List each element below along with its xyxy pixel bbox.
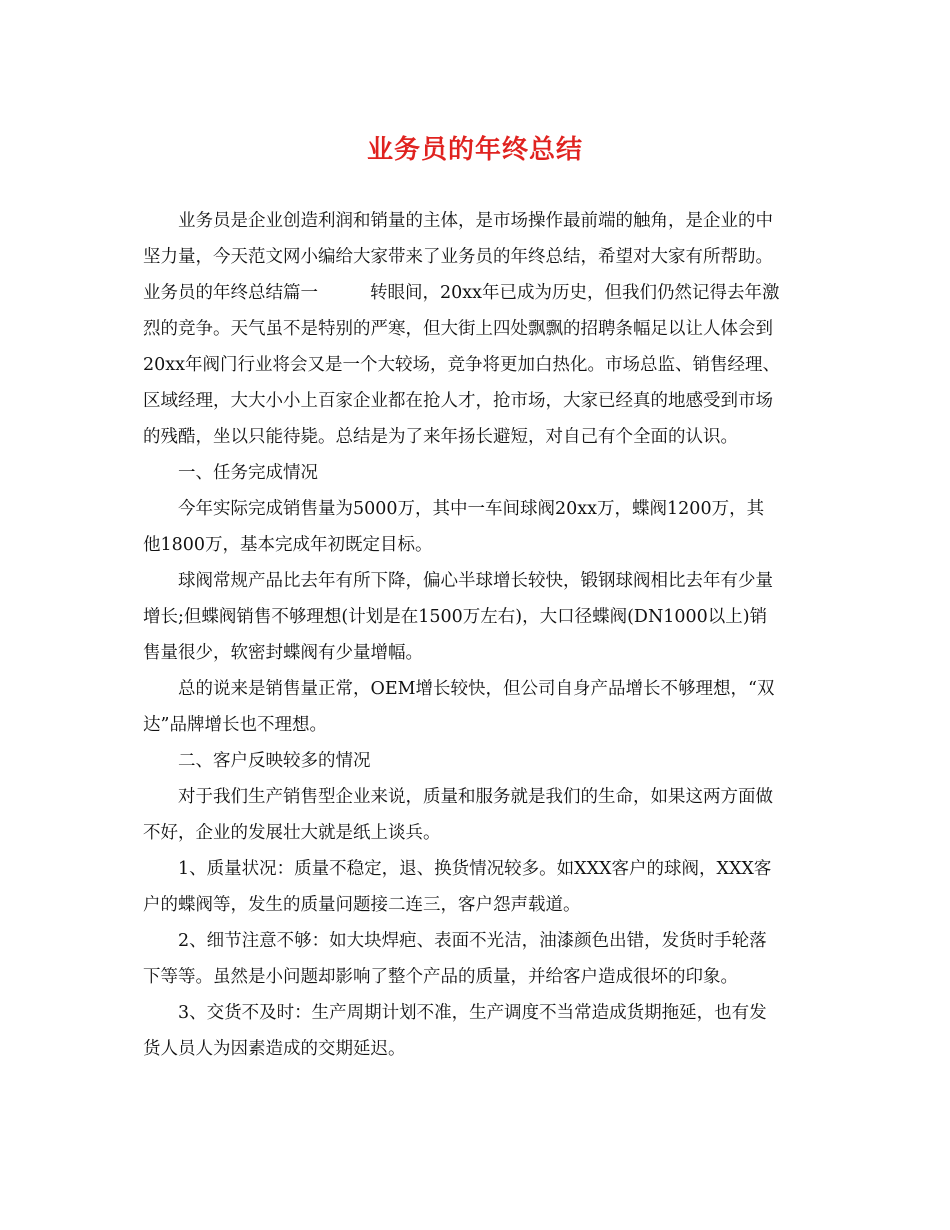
- paragraph-line: 他1800万，基本完成年初既定目标。: [143, 535, 433, 555]
- document-title: 业务员的年终总结: [366, 135, 583, 165]
- paragraph-line: 售量很少，软密封蝶阀有少量增幅。: [143, 643, 423, 663]
- paragraph-line: 总的说来是销售量正常，OEM增长较快，但公司自身产品增长不够理想，“双: [178, 679, 775, 699]
- paragraph-line: 货人员人为因素造成的交期延迟。: [143, 1039, 406, 1059]
- paragraph-line: 坚力量，今天范文网小编给大家带来了业务员的年终总结，希望对大家有所帮助。: [143, 247, 773, 267]
- paragraph-line: 业务员是企业创造利润和销量的主体，是市场操作最前端的触角，是企业的中: [178, 211, 773, 231]
- paragraph-text: 转眼间，20xx年已成为历史，但我们仍然记得去年激: [370, 283, 780, 303]
- paragraph-line: [143, 275, 813, 311]
- paragraph-line: 不好，企业的发展壮大就是纸上谈兵。: [143, 823, 441, 843]
- paragraph-line: 今年实际完成销售量为5000万，其中一车间球阀20xx万，蝶阀1200万，其: [178, 499, 765, 519]
- paragraph-line: 烈的竞争。天气虽不是特别的严寒，但大街上四处飘飘的招聘条幅足以让人体会到: [143, 319, 773, 339]
- paragraph-line: 3、交货不及时：生产周期计划不准，生产调度不当常造成货期拖延，也有发: [178, 1003, 767, 1023]
- paragraph-line: 球阀常规产品比去年有所下降，偏心半球增长较快，锻钢球阀相比去年有少量: [178, 571, 773, 591]
- paragraph-line: 增长;但蝶阀销售不够理想(计划是在1500万左右)，大口径蝶阀(DN1000以上)销: [143, 607, 768, 627]
- document-body: [143, 203, 813, 1067]
- paragraph-line: 下等等。虽然是小问题却影响了整个产品的质量，并给客户造成很坏的印象。: [143, 967, 738, 987]
- section-heading: 一、任务完成情况: [178, 463, 318, 483]
- paragraph-line: 户的蝶阀等，发生的质量问题接二连三，客户怨声载道。: [143, 895, 581, 915]
- paragraph-line: 区域经理，大大小小上百家企业都在抢人才，抢市场，大家已经真的地感受到市场: [143, 391, 773, 411]
- section-heading: 二、客户反映较多的情况: [178, 751, 371, 771]
- paragraph-line: 的残酷，坐以只能待毙。总结是为了来年扬长避短，对自己有个全面的认识。: [143, 427, 738, 447]
- paragraph-line: 达”品牌增长也不理想。: [143, 715, 327, 735]
- section-heading: 业务员的年终总结篇一: [143, 283, 318, 303]
- paragraph-line: 20xx年阀门行业将会又是一个大较场，竞争将更加白热化。市场总监、销售经理、: [143, 355, 781, 375]
- paragraph-line: 2、细节注意不够：如大块焊疤、表面不光洁，油漆颜色出错，发货时手轮落: [178, 931, 767, 951]
- paragraph-line: 1、质量状况：质量不稳定，退、换货情况较多。如XXX客户的球阀，XXX客: [178, 859, 772, 879]
- paragraph-line: 对于我们生产销售型企业来说，质量和服务就是我们的生命，如果这两方面做: [178, 787, 773, 807]
